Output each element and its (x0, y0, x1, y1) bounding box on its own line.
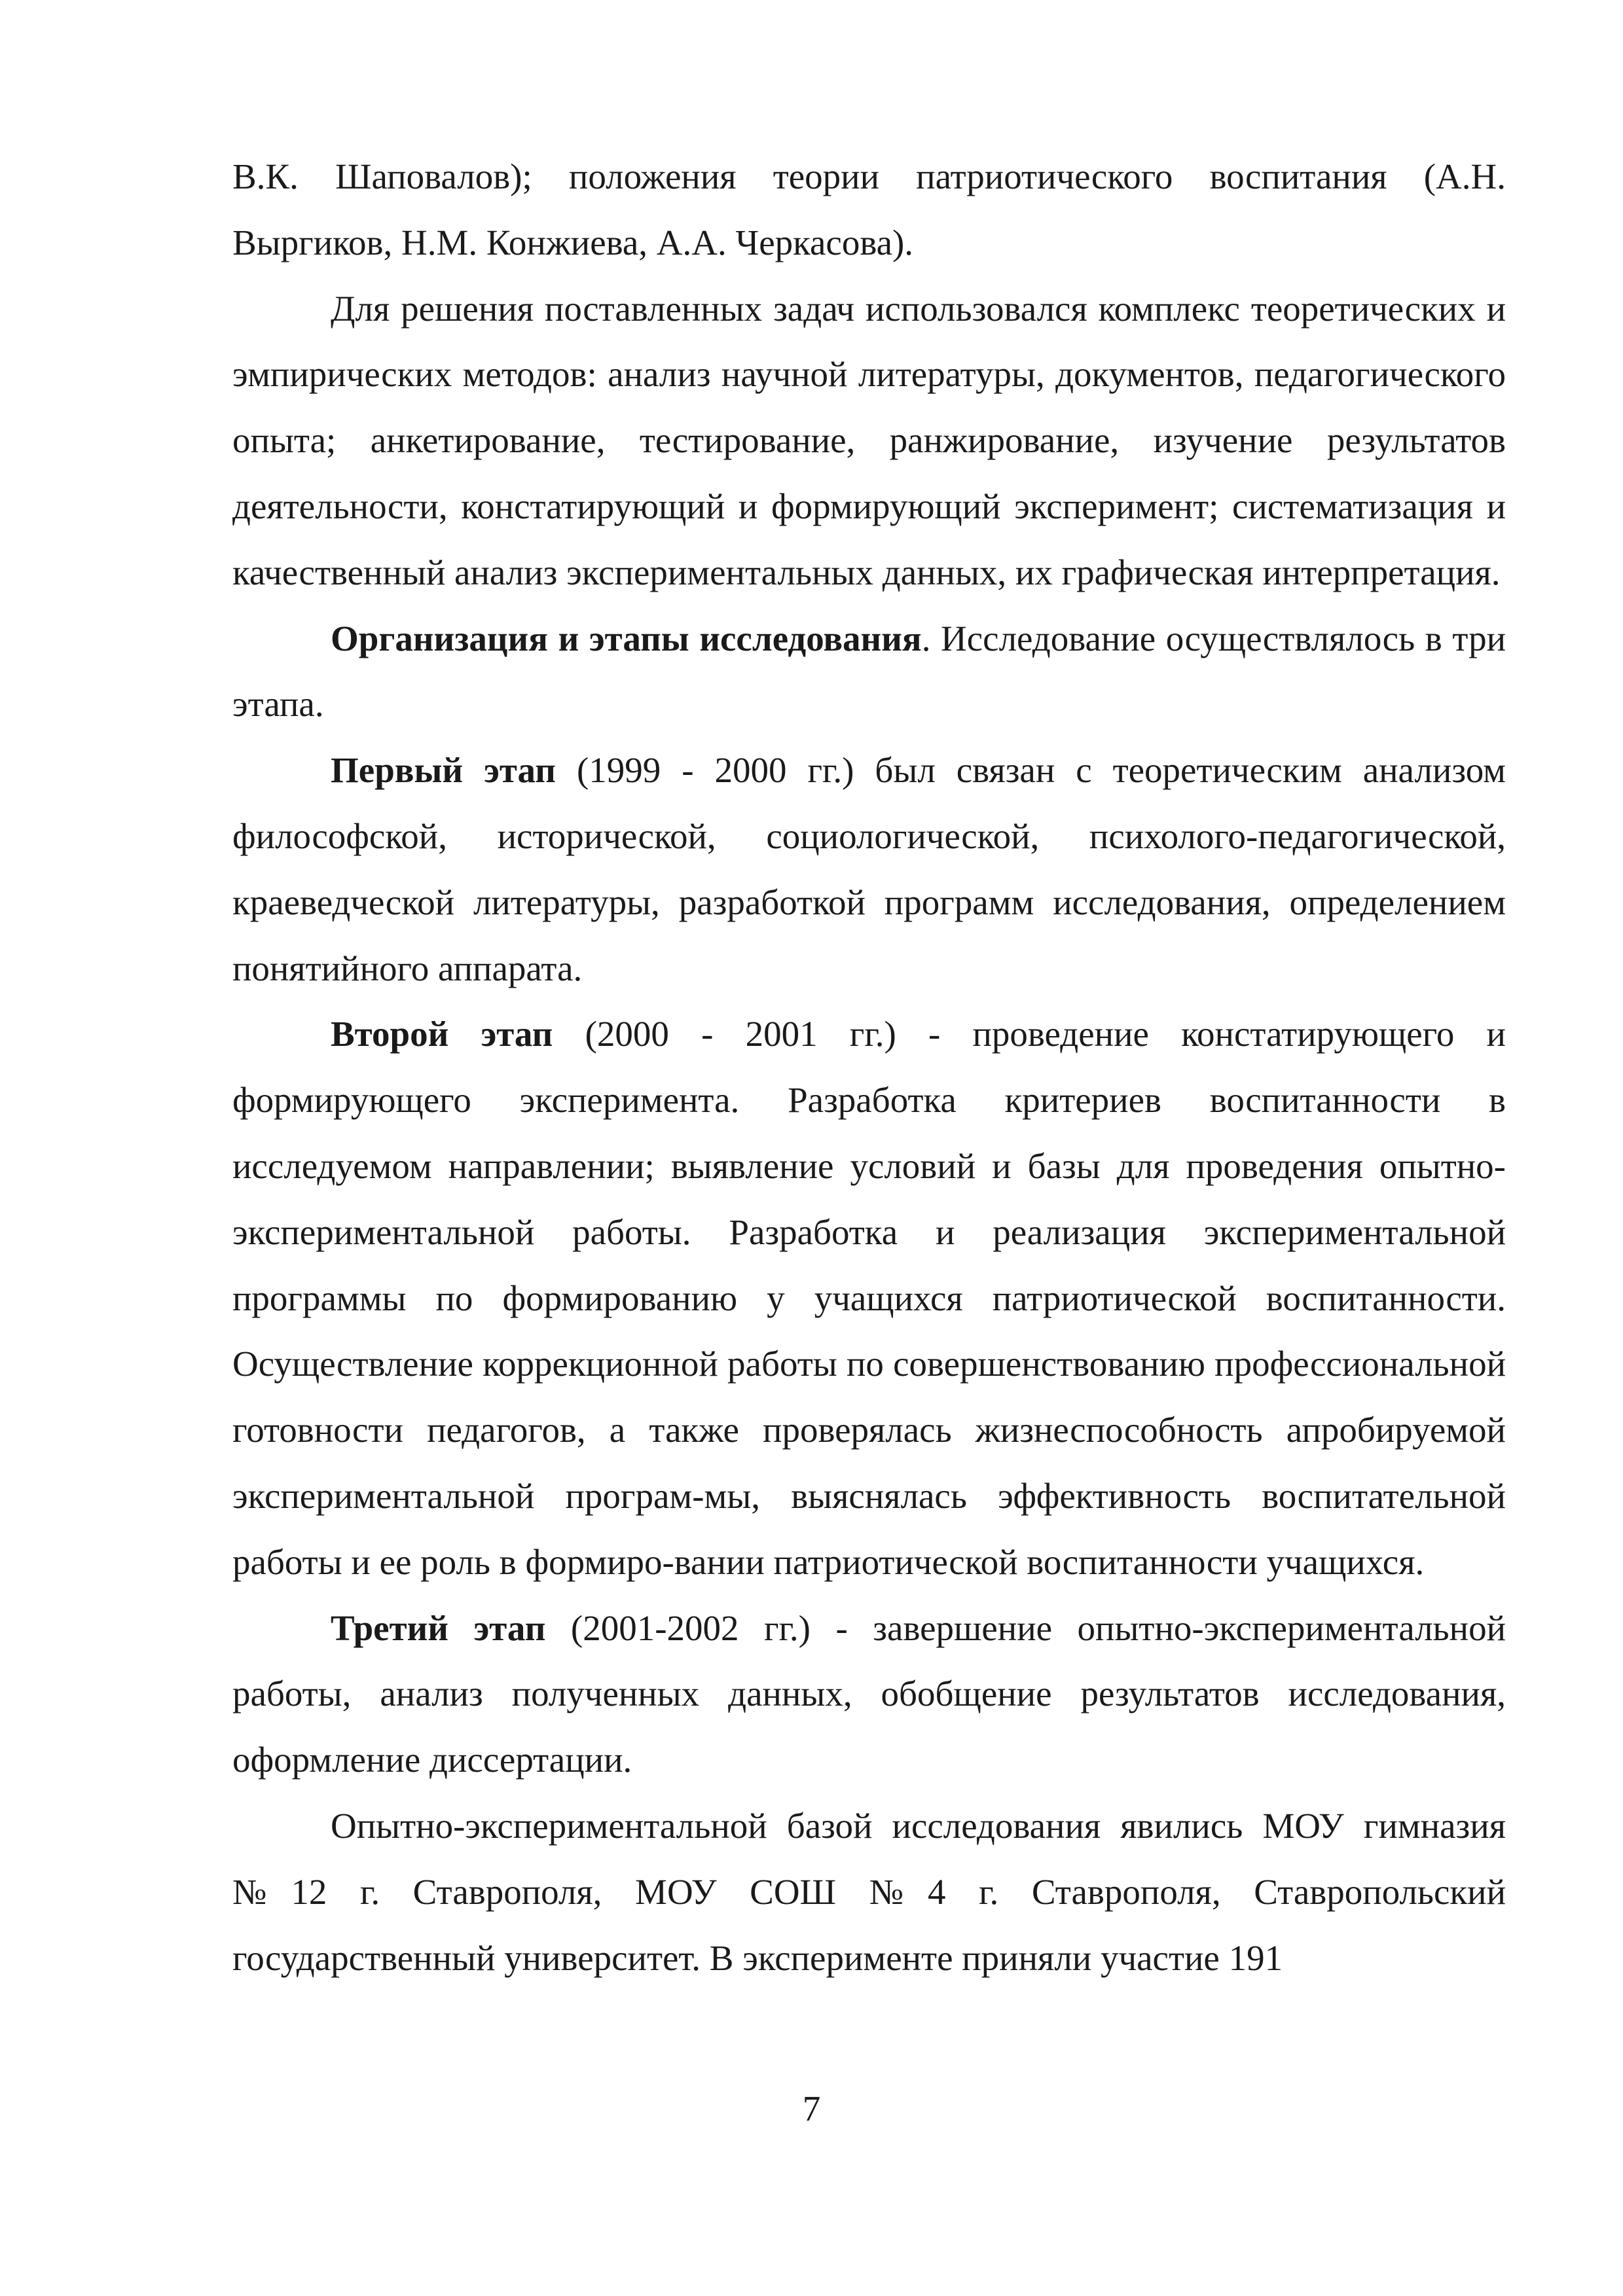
stage-3-heading: Третий этап (331, 1607, 546, 1648)
section-heading-organization: Организация и этапы исследования (331, 618, 922, 658)
paragraph-3 (232, 606, 1506, 738)
paragraph-7: Опытно-экспериментальной базой исследования явились МОУ гимназия №12 г. Ставрополя, МОУ СОШ №4 г. Ставрополя, Ставропольский государственный университет. В эксперименте приняли участие 191 (232, 1805, 1506, 1978)
paragraph-3-text: . Исследование осуществлялось в три этапа. (232, 618, 1506, 725)
paragraph-5-text: (2000 - 2001 гг.) - проведение констатирующего и формирующего эксперимента. Разработка критериев воспитанности в исследуемом направлении; выявление условий и базы для проведения опытно-экспериментальной работы. Разработка и реализация экспериментальной программы по формированию у учащихся патриотической воспитанности. Осуществление коррекционной работы по совершенствованию профессиональной готовности педагогов, а также проверялась жизнеспособность апробируемой экспериментальной програм-мы, выяснялась эффективность воспитательной работы и ее роль в формиро-вании патриотической воспитанности учащихся. (232, 1014, 1506, 1582)
paragraph-5 (232, 1001, 1506, 1595)
paragraph-4 (232, 738, 1506, 1001)
paragraph-6 (232, 1596, 1506, 1793)
page-number: 7 (802, 2089, 821, 2128)
stage-1-heading: Первый этап (331, 750, 556, 791)
body-text (232, 144, 1506, 1991)
paragraph-2: Для решения поставленных задач использовался комплекс теоретических и эмпирических методов: анализ научной литературы, документов, педагогического опыта; анкетирование, тестирование, ранжирование, изучение результатов деятельности, констатирующий и формирующий эксперимент; систематизация и качественный анализ экспериментальных данных, их графическая интерпретация. (232, 288, 1506, 592)
paragraph-6-text: (2001-2002 гг.) - завершение опытно-экспериментальной работы, анализ полученных данных, обобщение результатов исследования, оформление диссертации. (232, 1607, 1506, 1780)
paragraph-1: В.К. Шаповалов); положения теории патриотического воспитания (А.Н. Выргиков, Н.М. Конжиева, А.А. Черкасова). (232, 156, 1506, 262)
paragraph-4-text: (1999 - 2000 гг.) был связан с теоретическим анализом философской, исторической, социологической, психолого-педагогической, краеведческой литературы, разработкой программ исследования, определением понятийного аппарата. (232, 750, 1506, 988)
stage-2-heading: Второй этап (331, 1014, 553, 1054)
